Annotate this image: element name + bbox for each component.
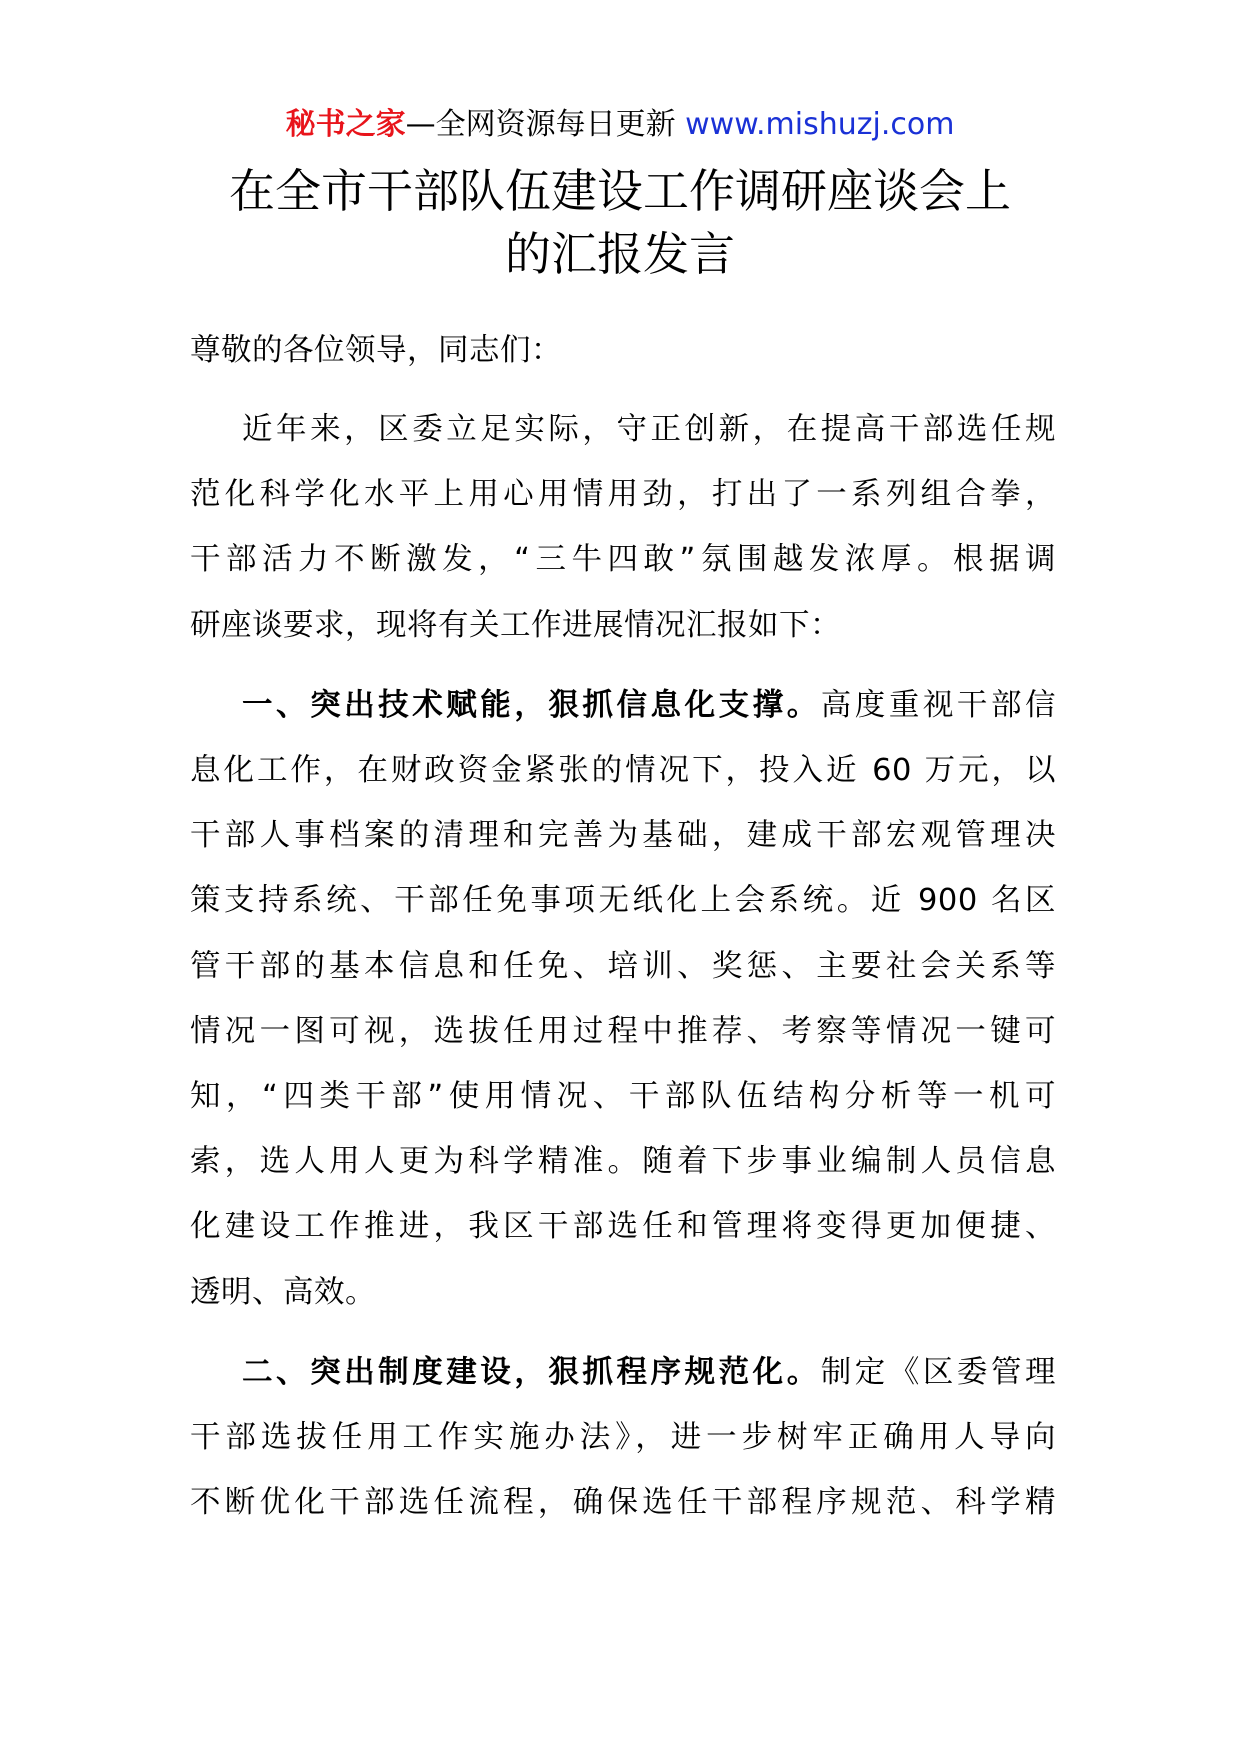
text-line: 策支持系统、干部任免事项无纸化上会系统。近 900 名区: [190, 883, 1056, 919]
text-line: 范化科学化水平上用心用情用劲，打出了一系列组合拳，: [190, 477, 1056, 513]
section-2-heading: 二、突出制度建设，狠抓程序规范化。: [242, 1354, 821, 1390]
text-line: 近年来，区委立足实际，守正创新，在提高干部选任规: [242, 412, 1056, 447]
document-body: [190, 325, 1056, 1550]
text-line: 管干部的基本信息和任免、培训、奖惩、主要社会关系等: [190, 948, 1056, 984]
text-line: [190, 1340, 1056, 1405]
text-line: 索，选人用人更为科学精准。随着下步事业编制人员信息: [190, 1144, 1056, 1180]
banner-slogan: —全网资源每日更新: [405, 107, 686, 142]
text-line: 息化工作，在财政资金紧张的情况下，投入近 60 万元，以: [190, 753, 1056, 789]
text-line: 知，“四类干部”使用情况、干部队伍结构分析等一机可: [190, 1079, 1056, 1115]
site-banner: [0, 100, 1240, 150]
text-line: 不断优化干部选任流程，确保选任干部程序规范、科学精: [190, 1485, 1056, 1521]
title-line-2: 的汇报发言: [505, 227, 735, 281]
section-1-text: 高度重视干部信: [820, 687, 1057, 723]
section-2-text: 制定《区委管理: [820, 1354, 1057, 1390]
section-2-paragraph: [190, 1340, 1056, 1536]
section-1-paragraph: [190, 673, 1056, 1325]
title-line-1: 在全市干部队伍建设工作调研座谈会上: [229, 164, 1011, 218]
text-line: 干部选拔任用工作实施办法》，进一步树牢正确用人导向: [190, 1420, 1056, 1456]
text-line: 干部人事档案的清理和完善为基础，建成干部宏观管理决: [190, 818, 1056, 854]
text-line: 透明、高效。: [190, 1274, 376, 1310]
section-1-heading: 一、突出技术赋能，狠抓信息化支撑。: [242, 687, 821, 723]
text-line: [190, 673, 1056, 738]
site-url-link[interactable]: www.mishuzj.com: [685, 107, 955, 142]
document-title: [190, 160, 1050, 286]
text-line: 化建设工作推进，我区干部选任和管理将变得更加便捷、: [190, 1209, 1056, 1245]
salutation: 尊敬的各位领导，同志们：: [190, 333, 562, 368]
text-line: 情况一图可视，选拔任用过程中推荐、考察等情况一键可: [190, 1013, 1056, 1049]
brand-name: 秘书之家: [285, 107, 406, 142]
text-line: 研座谈要求，现将有关工作进展情况汇报如下：: [190, 607, 841, 643]
intro-paragraph: [190, 397, 1056, 658]
text-line: 干部活力不断激发，“三牛四敢”氛围越发浓厚。根据调: [190, 542, 1056, 578]
